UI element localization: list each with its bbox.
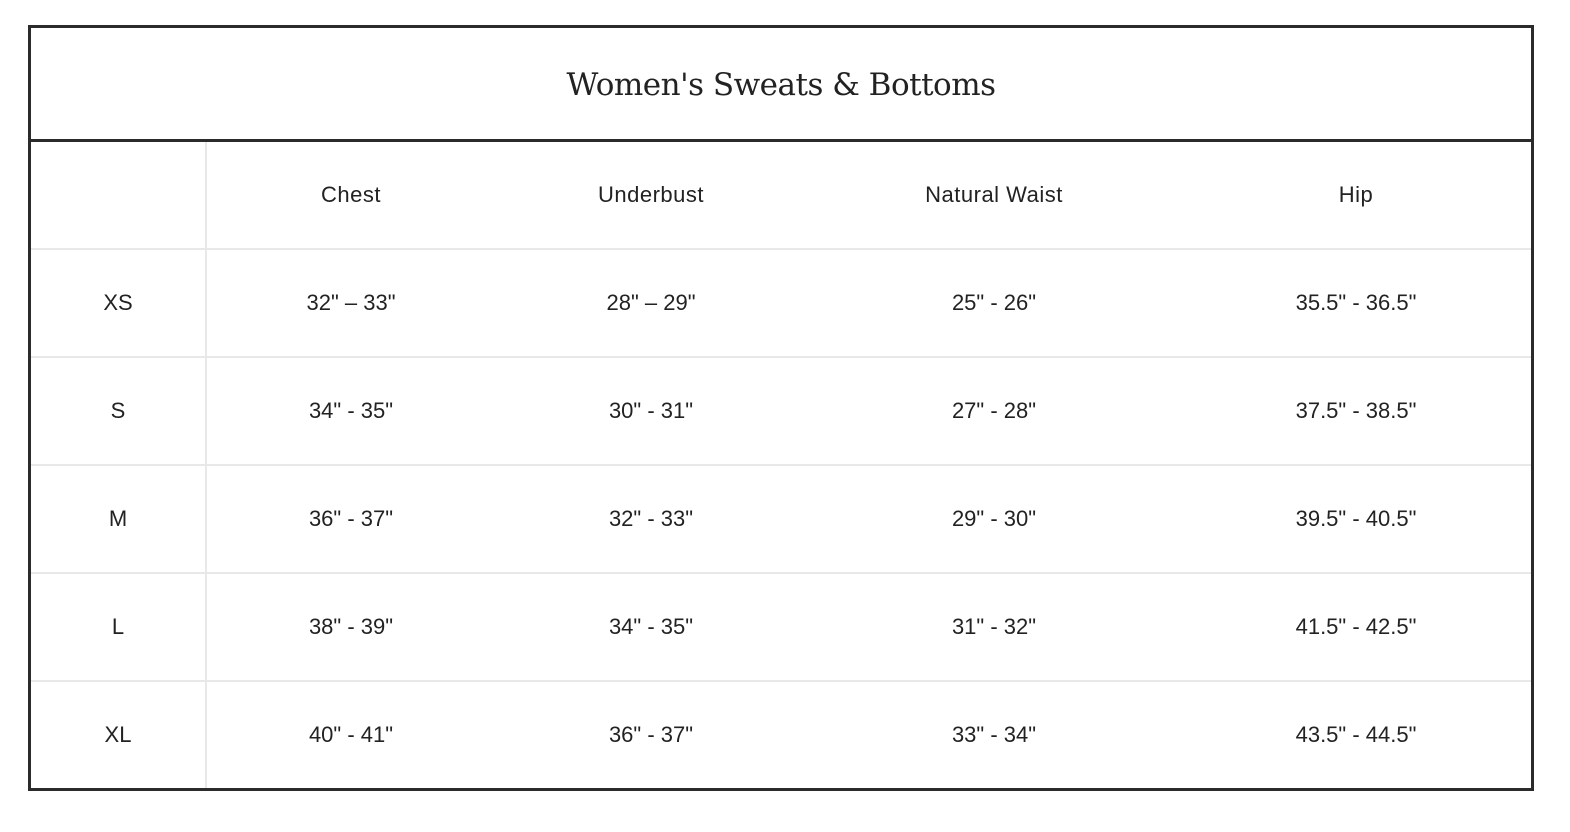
natural-waist-cell: 25" - 26" bbox=[807, 249, 1181, 357]
header-row bbox=[31, 142, 1531, 249]
natural-waist-cell: 33" - 34" bbox=[951, 722, 1037, 747]
header-chest: Chest bbox=[206, 142, 495, 249]
chart-title: Women's Sweats & Bottoms bbox=[566, 66, 996, 103]
natural-waist-cell: 27" - 28" bbox=[807, 357, 1181, 465]
size-label: L bbox=[31, 573, 206, 681]
header-natural-waist: Natural Waist bbox=[807, 142, 1181, 249]
underbust-cell: 30" - 31" bbox=[495, 357, 807, 465]
size-label: XL bbox=[31, 681, 206, 788]
table-row bbox=[31, 249, 1531, 357]
underbust-cell: 36" - 37" bbox=[608, 722, 694, 747]
hip-cell: 43.5" - 44.5" bbox=[1295, 722, 1417, 747]
chest-cell: 34" - 35" bbox=[206, 357, 495, 465]
size-label: S bbox=[31, 357, 206, 465]
size-label: M bbox=[31, 465, 206, 573]
underbust-cell: 32" - 33" bbox=[495, 465, 807, 573]
header-size bbox=[31, 142, 206, 249]
natural-waist-cell: 31" - 32" bbox=[807, 573, 1181, 681]
hip-cell: 41.5" - 42.5" bbox=[1181, 573, 1531, 681]
table-row bbox=[31, 573, 1531, 681]
table-row bbox=[31, 465, 1531, 573]
chest-cell: 32" – 33" bbox=[206, 249, 495, 357]
chest-cell: 40" - 41" bbox=[308, 722, 394, 747]
hip-cell: 37.5" - 38.5" bbox=[1181, 357, 1531, 465]
chest-cell: 38" - 39" bbox=[206, 573, 495, 681]
natural-waist-cell: 29" - 30" bbox=[807, 465, 1181, 573]
size-table bbox=[31, 142, 1531, 788]
size-label: XS bbox=[31, 249, 206, 357]
hip-cell: 39.5" - 40.5" bbox=[1181, 465, 1531, 573]
chest-cell: 36" - 37" bbox=[206, 465, 495, 573]
title-bar bbox=[31, 28, 1531, 142]
underbust-cell: 28" – 29" bbox=[495, 249, 807, 357]
size-chart bbox=[28, 25, 1534, 791]
header-hip: Hip bbox=[1181, 142, 1531, 249]
underbust-cell: 34" - 35" bbox=[495, 573, 807, 681]
hip-cell: 35.5" - 36.5" bbox=[1181, 249, 1531, 357]
header-underbust: Underbust bbox=[495, 142, 807, 249]
table-row bbox=[31, 357, 1531, 465]
table-row bbox=[31, 681, 1531, 788]
